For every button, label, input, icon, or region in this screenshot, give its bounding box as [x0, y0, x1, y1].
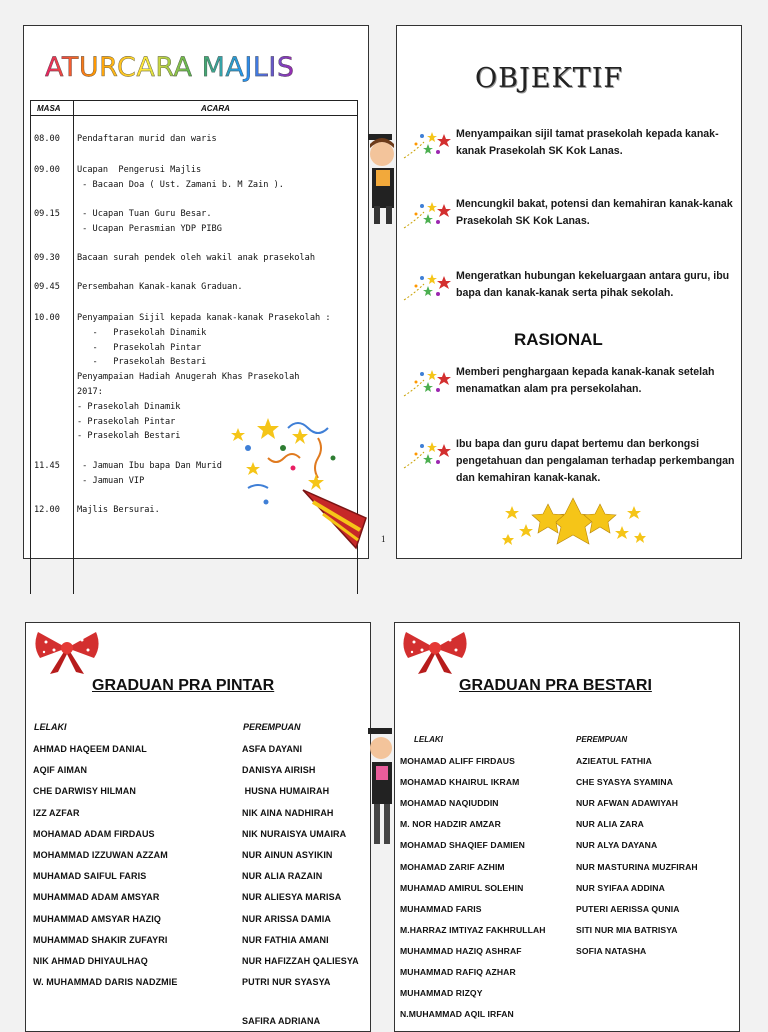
bestari-lelaki-name: MUHAMAD AMIRUL SOLEHIN: [400, 882, 524, 893]
schedule-event-line: - Prasekolah Dinamik: [77, 401, 181, 412]
schedule-time: 09.15: [34, 209, 60, 219]
confetti-stars-icon: [402, 270, 452, 304]
bestari-title: GRADUAN PRA BESTARI: [459, 677, 652, 694]
pintar-lelaki-name: CHE DARWISY HILMAN: [33, 786, 136, 797]
pintar-perempuan-name: HUSNA HUMAIRAH: [242, 786, 330, 797]
bestari-lelaki-name: MOHAMAD SHAQIEF DAMIEN: [400, 840, 525, 851]
bestari-perempuan-name: SITI NUR MIA BATRISYA: [576, 924, 678, 935]
confetti-stars-icon: [402, 438, 452, 472]
schedule-event-line: Penyampaian Hadiah Anugerah Khas Prasekolah: [77, 372, 300, 383]
pintar-lelaki-name: MUHAMMAD SHAKIR ZUFAYRI: [33, 934, 168, 945]
objektif-item: Mengeratkan hubungan kekeluargaan antara guru, ibu bapa dan kanak-kanak serta pihak sekolah.: [456, 270, 730, 299]
schedule-event-line: Majlis Bersurai.: [77, 505, 160, 515]
pintar-lelaki-name: AQIF AIMAN: [33, 765, 88, 776]
bestari-lelaki-name: MOHAMAD ZARIF AZHIM: [400, 861, 505, 872]
schedule-event-line: - Prasekolah Pintar: [77, 416, 176, 427]
schedule-event-line: - Jamuan Ibu bapa Dan Murid: [77, 461, 222, 471]
pintar-lelaki-name: W. MUHAMMAD DARIS NADZMIE: [33, 977, 178, 988]
pintar-lelaki-name: MOHAMMAD IZZUWAN AZZAM: [33, 850, 168, 860]
pintar-perempuan-name: NIK NURAISYA UMAIRA: [242, 828, 347, 839]
schedule-event-line: Persembahan Kanak-kanak Graduan.: [77, 282, 243, 292]
bestari-lelaki-name: MOHAMAD NAQIUDDIN: [400, 798, 499, 809]
schedule-event-line: - Prasekolah Bestari: [77, 357, 207, 368]
bestari-lelaki-name: N.MUHAMMAD AQIL IRFAN: [400, 1009, 514, 1020]
pintar-lelaki-name: IZZ AZFAR: [33, 807, 80, 818]
pintar-lelaki-name: MOHAMAD ADAM FIRDAUS: [33, 828, 155, 839]
stars-cluster-icon: [498, 496, 648, 548]
aturcara-title: ATURCARA MAJLIS: [45, 52, 295, 83]
confetti-stars-icon: [402, 128, 452, 162]
pintar-lelaki-name: NIK AHMAD DHIYAULHAQ: [33, 956, 148, 966]
schedule-event-line: - Prasekolah Bestari: [77, 431, 181, 442]
schedule-time: 12.00: [34, 505, 60, 515]
schedule-event-line: Penyampaian Sijil kepada kanak-kanak Prasekolah :: [77, 313, 331, 323]
schedule-event-line: - Prasekolah Pintar: [77, 342, 202, 353]
schedule-time: 09.30: [34, 253, 60, 263]
bestari-lelaki-name: MUHAMMAD RIZQY: [400, 988, 483, 999]
pintar-perempuan-label: PEREMPUAN: [243, 722, 301, 732]
schedule-time: 08.00: [34, 134, 60, 144]
bestari-perempuan-label: PEREMPUAN: [576, 735, 628, 744]
bestari-perempuan-name: NUR ALIA ZARA: [576, 819, 644, 830]
red-bow-icon: [32, 628, 102, 676]
bestari-perempuan-name: PUTERI AERISSA QUNIA: [576, 903, 680, 914]
bestari-perempuan-name: NUR AFWAN ADAWIYAH: [576, 798, 679, 809]
schedule-event-line: 2017:: [77, 387, 103, 397]
objektif-item: Mencungkil bakat, potensi dan kemahiran kanak-kanak Prasekolah SK Kok Lanas.: [456, 198, 733, 227]
confetti-stars-icon: [402, 366, 452, 400]
bestari-lelaki-name: MOHAMAD ALIFF FIRDAUS: [400, 756, 515, 766]
schedule-event-line: - Bacaan Doa ( Ust. Zamani b. M Zain ).: [77, 179, 284, 190]
bestari-perempuan-name: SOFIA NATASHA: [576, 945, 647, 956]
rasional-item: Memberi penghargaan kepada kanak-kanak setelah menamatkan alam pra persekolahan.: [456, 366, 715, 395]
bestari-lelaki-name: M. NOR HADZIR AMZAR: [400, 819, 501, 830]
schedule-event-line: - Ucapan Perasmian YDP PIBG: [77, 223, 222, 234]
bestari-lelaki-name: M.HARRAZ IMTIYAZ FAKHRULLAH: [400, 924, 546, 935]
pintar-perempuan-name: NUR ARISSA DAMIA: [242, 913, 331, 924]
pintar-perempuan-name: NUR ALIA RAZAIN: [242, 871, 323, 882]
schedule-event-line: Bacaan surah pendek oleh wakil anak prasekolah: [77, 253, 315, 263]
table-left-border: [30, 100, 31, 594]
bestari-perempuan-name: CHE SYASYA SYAMINA: [576, 777, 674, 788]
objektif-title: OBJEKTIF: [475, 63, 624, 94]
schedule-header: [30, 100, 358, 116]
pintar-lelaki-name: MUHAMAD SAIFUL FARIS: [33, 871, 147, 882]
pintar-perempuan-name: PUTRI NUR SYASYA: [242, 977, 331, 988]
pintar-perempuan-name: SAFIRA ADRIANA: [242, 1016, 321, 1027]
bestari-lelaki-name: MOHAMAD KHAIRUL IKRAM: [400, 777, 520, 788]
bestari-perempuan-name: NUR ALYA DAYANA: [576, 840, 658, 851]
schedule-time: 09.45: [34, 282, 60, 292]
bestari-perempuan-name: NUR MASTURINA MUZFIRAH: [576, 861, 698, 872]
pintar-perempuan-name: ASFA DAYANI: [242, 744, 303, 754]
red-bow-icon: [400, 628, 470, 676]
pintar-lelaki-name: MUHAMMAD ADAM AMSYAR: [33, 892, 160, 903]
acara-header: ACARA: [201, 104, 230, 113]
schedule-event-line: Pendaftaran murid dan waris: [77, 134, 217, 144]
objektif-item: Menyampaikan sijil tamat prasekolah kepada kanak-kanak Prasekolah SK Kok Lanas.: [456, 128, 719, 157]
rasional-title: RASIONAL: [514, 330, 603, 349]
pintar-title: GRADUAN PRA PINTAR: [92, 677, 275, 694]
schedule-event-line: - Prasekolah Dinamik: [77, 327, 207, 338]
pintar-perempuan-name: NUR AINUN ASYIKIN: [242, 850, 333, 860]
schedule-time: 09.00: [34, 165, 60, 175]
page-number: 1: [381, 534, 386, 544]
pintar-perempuan-name: NUR ALIESYA MARISA: [242, 892, 342, 903]
pintar-perempuan-name: NUR HAFIZZAH QALIESYA: [242, 956, 359, 966]
pintar-lelaki-name: AHMAD HAQEEM DANIAL: [33, 744, 147, 754]
masa-header: MASA: [37, 104, 61, 113]
bestari-perempuan-name: NUR SYIFAA ADDINA: [576, 882, 665, 893]
schedule-time: 10.00: [34, 313, 60, 323]
pintar-perempuan-name: DANISYA AIRISH: [242, 765, 316, 776]
pintar-lelaki-name: MUHAMMAD AMSYAR HAZIQ: [33, 913, 161, 924]
pintar-lelaki-label: LELAKI: [34, 722, 67, 732]
table-column-divider: [73, 100, 74, 594]
bestari-lelaki-name: MUHAMMAD FARIS: [400, 903, 482, 914]
graduate-boy-illustration-top: [366, 128, 398, 238]
confetti-stars-icon: [402, 198, 452, 232]
pintar-perempuan-name: NIK AINA NADHIRAH: [242, 807, 334, 818]
schedule-event-line: Ucapan Pengerusi Majlis: [77, 165, 202, 175]
bestari-lelaki-name: MUHAMMAD HAZIQ ASHRAF: [400, 945, 522, 956]
bestari-perempuan-name: AZIEATUL FATHIA: [576, 756, 652, 766]
bestari-lelaki-label: LELAKI: [414, 735, 443, 744]
schedule-event-line: - Ucapan Tuan Guru Besar.: [77, 209, 212, 219]
graduate-boy-illustration-bottom: [366, 724, 396, 849]
schedule-time: 11.45: [34, 461, 60, 471]
party-popper-icon: [228, 398, 368, 558]
pintar-perempuan-name: NUR FATHIA AMANI: [242, 934, 329, 945]
bestari-lelaki-name: MUHAMMAD RAFIQ AZHAR: [400, 967, 516, 977]
schedule-event-line: - Jamuan VIP: [77, 475, 145, 486]
rasional-item: Ibu bapa dan guru dapat bertemu dan berkongsi pengetahuan dan pengalaman terhadap perkembangan dan kemahiran kanak-kanak.: [456, 438, 735, 484]
